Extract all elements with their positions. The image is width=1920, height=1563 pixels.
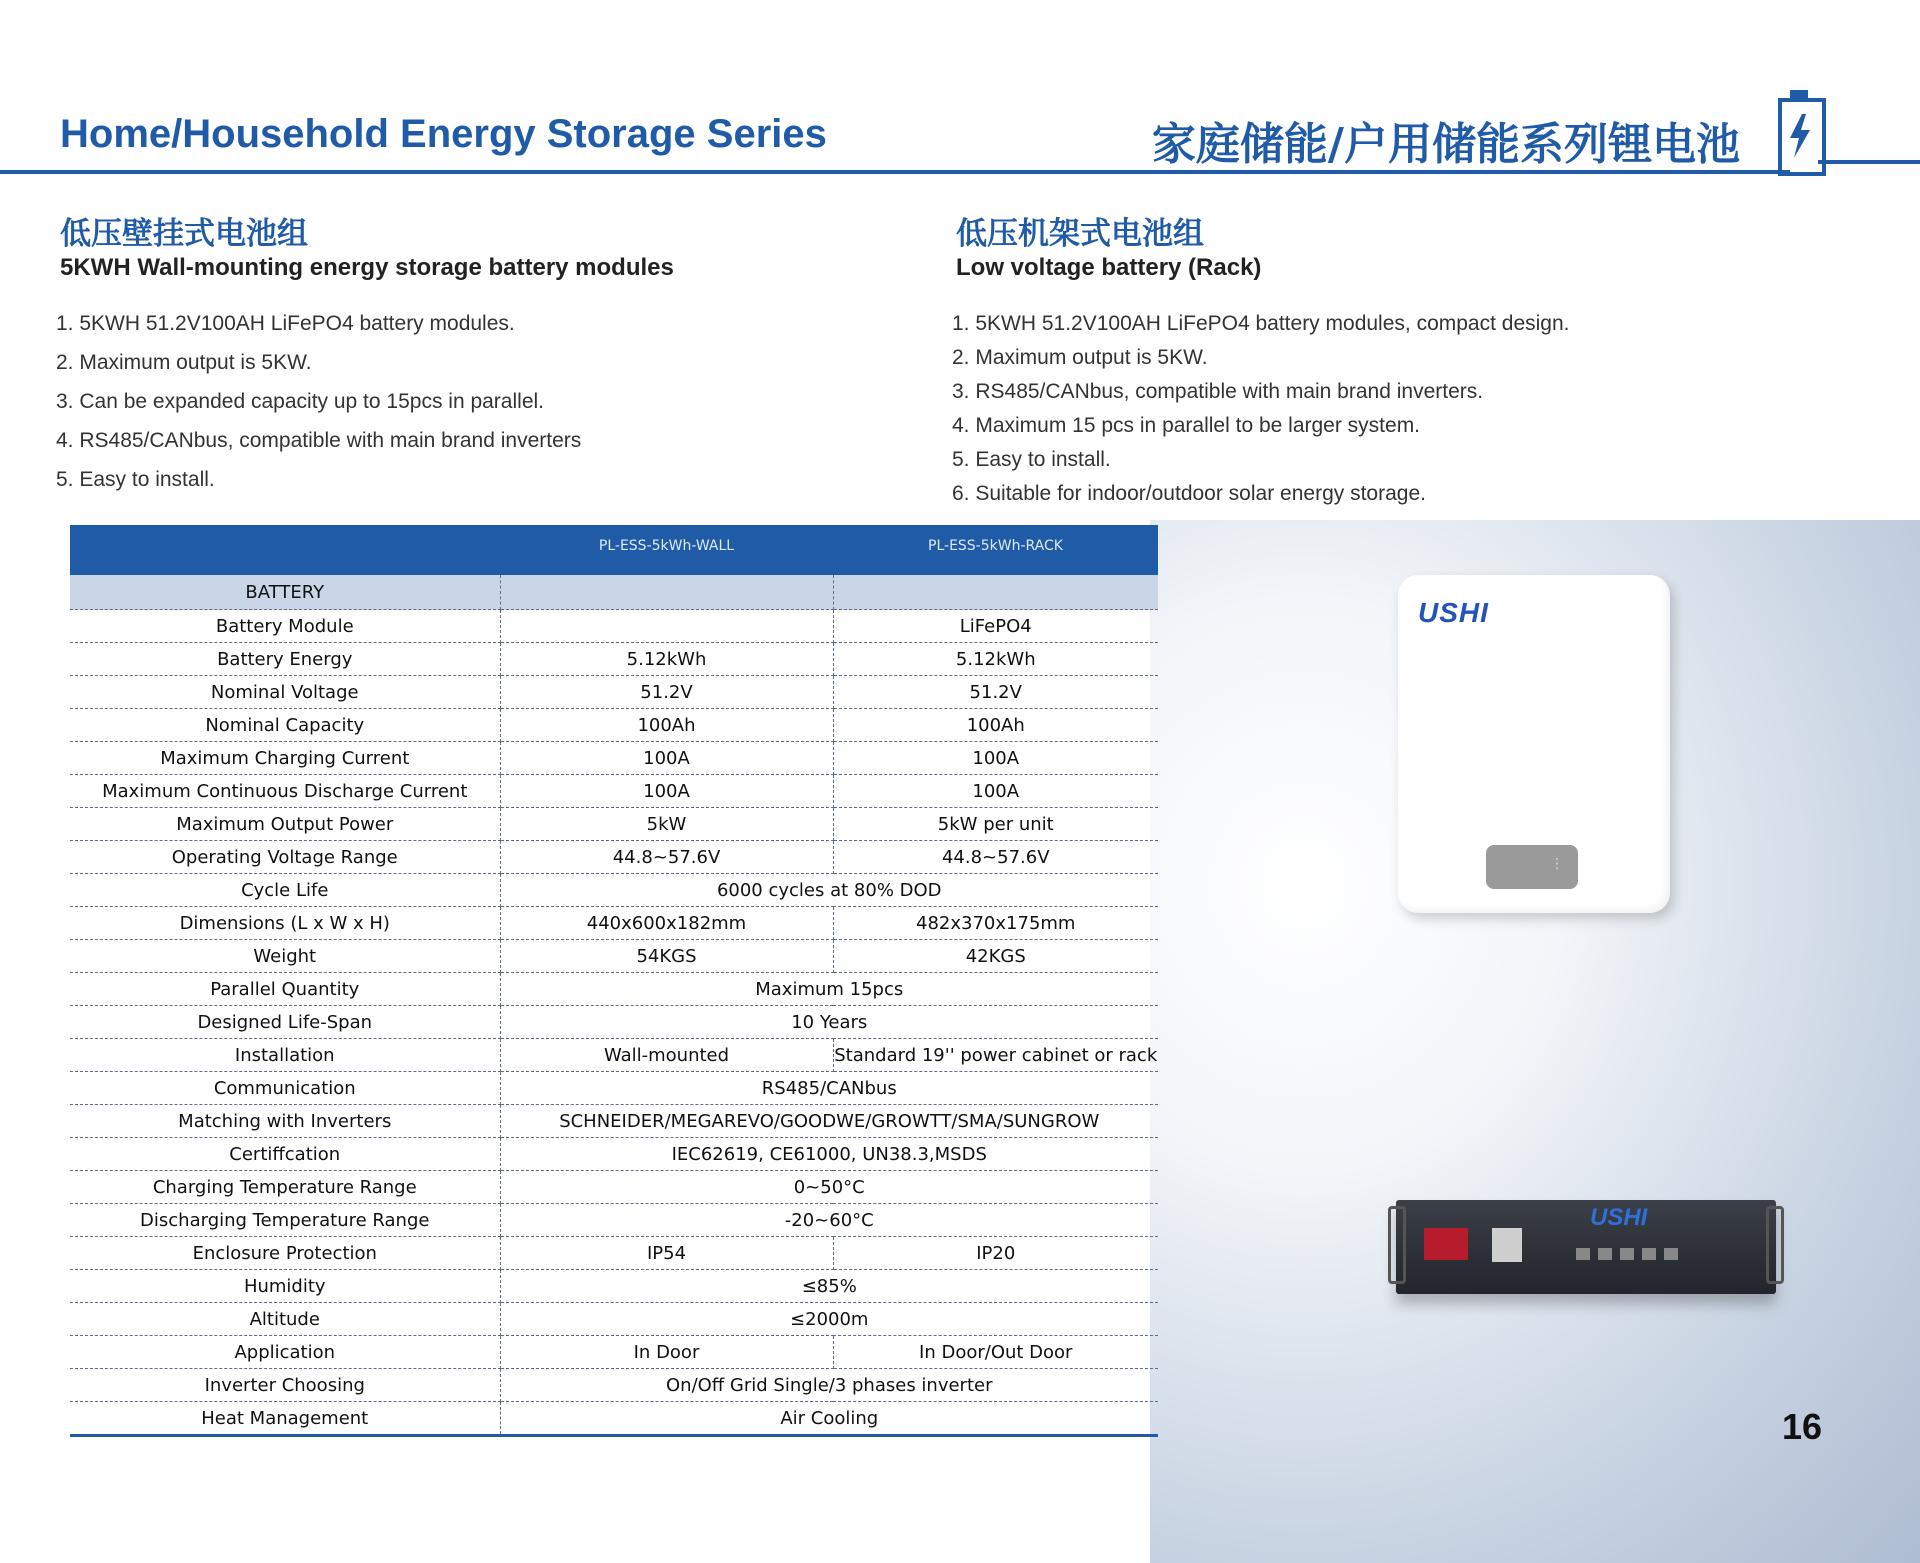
spec-label: Certiffcation	[70, 1138, 500, 1171]
spec-value-shared: ≤2000m	[500, 1303, 1158, 1336]
wall-battery-image	[1398, 575, 1670, 913]
table-header-cell	[70, 525, 500, 571]
spec-label: Dimensions (L x W x H)	[70, 907, 500, 940]
right-section-title-cn: 低压机架式电池组	[956, 216, 1204, 252]
spec-value-wall: 100A	[500, 775, 833, 808]
table-row	[70, 973, 1158, 1006]
table-row	[70, 1138, 1158, 1171]
spec-label: Nominal Capacity	[70, 709, 500, 742]
spec-value-wall: 44.8~57.6V	[500, 841, 833, 874]
feature-item: 2. Maximum output is 5KW.	[56, 351, 312, 374]
spec-value-rack: 100A	[833, 742, 1158, 775]
feature-item: 1. 5KWH 51.2V100AH LiFePO4 battery modules, compact design.	[952, 312, 1570, 335]
table-row	[70, 643, 1158, 676]
spec-value-shared: 10 Years	[500, 1006, 1158, 1039]
spec-label: Altitude	[70, 1303, 500, 1336]
spec-value-wall: Wall-mounted	[500, 1039, 833, 1072]
rack-terminal-block	[1424, 1228, 1468, 1260]
rack-handle-left	[1388, 1206, 1406, 1284]
rack-battery-brand: USHI	[1590, 1204, 1648, 1231]
spec-label: Weight	[70, 940, 500, 973]
spec-label: Maximum Continuous Discharge Current	[70, 775, 500, 808]
header-divider	[0, 170, 1790, 174]
spec-label: Maximum Charging Current	[70, 742, 500, 775]
spec-value-shared: Maximum 15pcs	[500, 973, 1158, 1006]
feature-item: 1. 5KWH 51.2V100AH LiFePO4 battery modules.	[56, 312, 515, 335]
table-row	[70, 1039, 1158, 1072]
left-feature-list	[56, 312, 581, 507]
table-row	[70, 907, 1158, 940]
table-row	[70, 676, 1158, 709]
table-row	[70, 1204, 1158, 1237]
spec-value-wall	[500, 610, 833, 643]
table-header-cell: PL-ESS-5kWh-WALL	[500, 525, 833, 571]
table-row	[70, 1402, 1158, 1436]
spec-value-shared: On/Off Grid Single/3 phases inverter	[500, 1369, 1158, 1402]
spec-value-wall: IP54	[500, 1237, 833, 1270]
spec-value-shared: 6000 cycles at 80% DOD	[500, 874, 1158, 907]
spec-value-rack: IP20	[833, 1237, 1158, 1270]
spec-value-rack: LiFePO4	[833, 610, 1158, 643]
table-row	[70, 742, 1158, 775]
feature-item: 4. Maximum 15 pcs in parallel to be larger system.	[952, 414, 1421, 437]
right-section-title-en: Low voltage battery (Rack)	[956, 254, 1262, 281]
spec-label: Battery Module	[70, 610, 500, 643]
spec-label: Enclosure Protection	[70, 1237, 500, 1270]
spec-value-wall: 5kW	[500, 808, 833, 841]
table-row	[70, 610, 1158, 643]
rack-handle-right	[1766, 1206, 1784, 1284]
table-row	[70, 1237, 1158, 1270]
spec-label: Communication	[70, 1072, 500, 1105]
right-feature-list	[952, 312, 1569, 516]
spec-value-wall: 100Ah	[500, 709, 833, 742]
spec-value-rack: 100Ah	[833, 709, 1158, 742]
feature-item: 5. Easy to install.	[56, 468, 215, 491]
spec-value-rack: 44.8~57.6V	[833, 841, 1158, 874]
spec-label: Maximum Output Power	[70, 808, 500, 841]
spec-value-shared: IEC62619, CE61000, UN38.3,MSDS	[500, 1138, 1158, 1171]
table-row	[70, 1006, 1158, 1039]
table-row	[70, 1072, 1158, 1105]
table-section-label: BATTERY	[70, 571, 500, 610]
table-section-row	[70, 571, 1158, 610]
spec-value-shared: Air Cooling	[500, 1402, 1158, 1436]
spec-label: Matching with Inverters	[70, 1105, 500, 1138]
feature-item: 3. RS485/CANbus, compatible with main brand inverters.	[952, 380, 1484, 403]
spec-value-wall: In Door	[500, 1336, 833, 1369]
spec-label: Inverter Choosing	[70, 1369, 500, 1402]
header-title-en: Home/Household Energy Storage Series	[60, 112, 827, 156]
spec-label: Application	[70, 1336, 500, 1369]
spec-value-shared: RS485/CANbus	[500, 1072, 1158, 1105]
spec-value-wall: 54KGS	[500, 940, 833, 973]
spec-value-shared: SCHNEIDER/MEGAREVO/GOODWE/GROWTT/SMA/SUNGROW	[500, 1105, 1158, 1138]
table-header-row	[70, 525, 1158, 571]
spec-value-shared: -20~60°C	[500, 1204, 1158, 1237]
spec-label: Charging Temperature Range	[70, 1171, 500, 1204]
spec-value-rack: Standard 19'' power cabinet or rack	[833, 1039, 1158, 1072]
spec-value-rack: 5.12kWh	[833, 643, 1158, 676]
table-row	[70, 1270, 1158, 1303]
spec-value-rack: 5kW per unit	[833, 808, 1158, 841]
battery-bolt-icon	[1778, 98, 1826, 176]
table-row	[70, 775, 1158, 808]
table-row	[70, 841, 1158, 874]
spec-value-wall: 51.2V	[500, 676, 833, 709]
table-row	[70, 1369, 1158, 1402]
rack-battery-image	[1396, 1200, 1776, 1294]
left-section-title-en: 5KWH Wall-mounting energy storage battery modules	[60, 254, 674, 281]
spec-label: Heat Management	[70, 1402, 500, 1436]
table-row	[70, 874, 1158, 907]
spec-value-rack: 51.2V	[833, 676, 1158, 709]
spec-label: Designed Life-Span	[70, 1006, 500, 1039]
spec-value-rack: In Door/Out Door	[833, 1336, 1158, 1369]
spec-label: Operating Voltage Range	[70, 841, 500, 874]
feature-item: 5. Easy to install.	[952, 448, 1111, 471]
feature-item: 2. Maximum output is 5KW.	[952, 346, 1208, 369]
spec-label: Cycle Life	[70, 874, 500, 907]
spec-table	[70, 525, 1158, 1437]
table-header-cell: PL-ESS-5kWh-RACK	[833, 525, 1158, 571]
spec-value-rack: 42KGS	[833, 940, 1158, 973]
spec-value-rack: 100A	[833, 775, 1158, 808]
spec-label: Parallel Quantity	[70, 973, 500, 1006]
spec-label: Installation	[70, 1039, 500, 1072]
spec-label: Discharging Temperature Range	[70, 1204, 500, 1237]
feature-item: 4. RS485/CANbus, compatible with main brand inverters	[56, 429, 582, 452]
spec-value-wall: 100A	[500, 742, 833, 775]
table-row	[70, 1336, 1158, 1369]
table-row	[70, 1105, 1158, 1138]
wall-battery-brand: USHI	[1418, 597, 1489, 628]
spec-label: Humidity	[70, 1270, 500, 1303]
table-row	[70, 940, 1158, 973]
feature-item: 6. Suitable for indoor/outdoor solar energy storage.	[952, 482, 1426, 505]
feature-item: 3. Can be expanded capacity up to 15pcs in parallel.	[56, 390, 544, 413]
spec-value-shared: 0~50°C	[500, 1171, 1158, 1204]
left-section-title-cn: 低压壁挂式电池组	[60, 216, 308, 252]
spec-value-wall: 5.12kWh	[500, 643, 833, 676]
spec-value-wall: 440x600x182mm	[500, 907, 833, 940]
spec-label: Battery Energy	[70, 643, 500, 676]
header-title-cn: 家庭储能/户用储能系列锂电池	[1151, 119, 1740, 170]
table-row	[70, 1171, 1158, 1204]
spec-value-shared: ≤85%	[500, 1270, 1158, 1303]
table-row	[70, 709, 1158, 742]
table-row	[70, 1303, 1158, 1336]
page-number: 16	[1782, 1406, 1823, 1447]
spec-label: Nominal Voltage	[70, 676, 500, 709]
table-row	[70, 808, 1158, 841]
rack-breaker	[1492, 1228, 1522, 1262]
spec-value-rack: 482x370x175mm	[833, 907, 1158, 940]
battery-display-panel: ⋮	[1486, 845, 1578, 889]
header-divider-right	[1818, 160, 1920, 164]
